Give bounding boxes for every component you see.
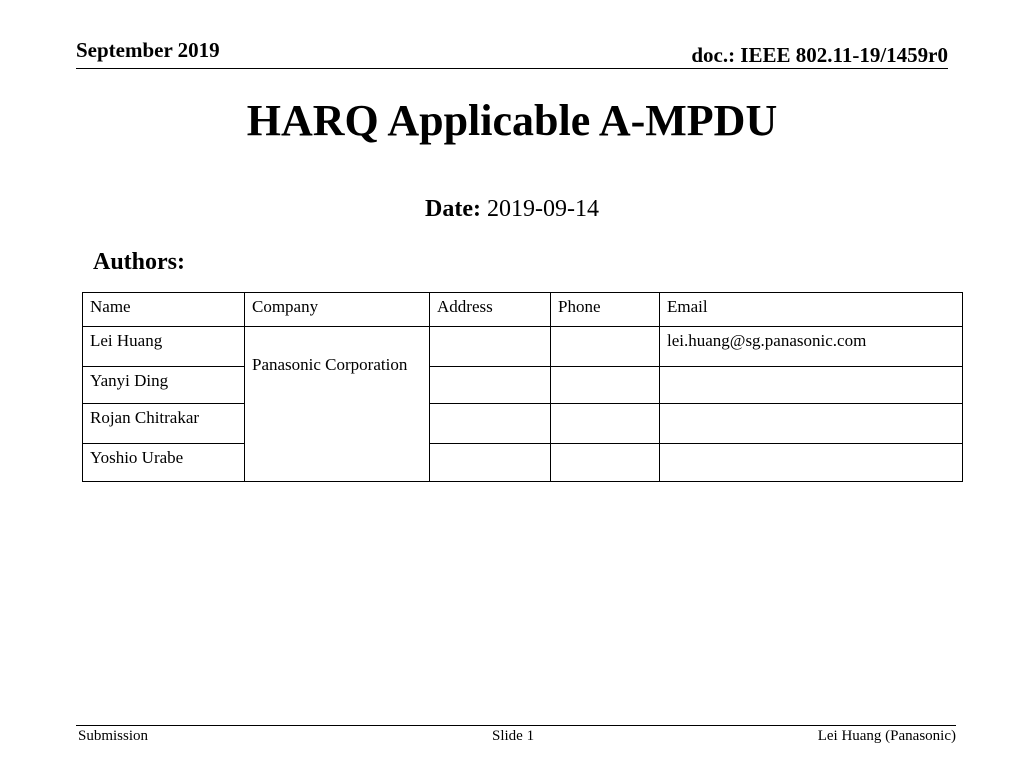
date-line bbox=[0, 196, 1024, 223]
author-address bbox=[430, 404, 551, 444]
table-row bbox=[83, 327, 963, 367]
footer-author: Lei Huang (Panasonic) bbox=[817, 728, 956, 744]
column-header-company: Company bbox=[245, 293, 430, 327]
header-doc-id: doc.: IEEE 802.11-19/1459r0 bbox=[691, 43, 948, 67]
header-date: September 2019 bbox=[76, 38, 220, 62]
author-address bbox=[430, 327, 551, 367]
author-address bbox=[430, 367, 551, 404]
author-name: Yanyi Ding bbox=[83, 367, 245, 404]
author-email: lei.huang@sg.panasonic.com bbox=[660, 327, 963, 367]
author-phone bbox=[551, 367, 660, 404]
author-name: Yoshio Urabe bbox=[83, 444, 245, 482]
author-name: Rojan Chitrakar bbox=[83, 404, 245, 444]
author-name: Lei Huang bbox=[83, 327, 245, 367]
table-row bbox=[83, 444, 963, 482]
table-row bbox=[83, 367, 963, 404]
authors-heading: Authors: bbox=[93, 249, 186, 275]
author-phone bbox=[551, 327, 660, 367]
authors-table bbox=[82, 292, 963, 482]
column-header-name: Name bbox=[83, 293, 245, 327]
author-email bbox=[660, 404, 963, 444]
column-header-phone: Phone bbox=[551, 293, 660, 327]
header-divider bbox=[76, 68, 948, 69]
footer-submission: Submission bbox=[78, 728, 149, 744]
author-address bbox=[430, 444, 551, 482]
footer-divider bbox=[76, 725, 956, 726]
author-phone bbox=[551, 404, 660, 444]
column-header-address: Address bbox=[430, 293, 551, 327]
author-phone bbox=[551, 444, 660, 482]
footer-slide-number: Slide 1 bbox=[492, 728, 535, 744]
date-value: 2019-09-14 bbox=[486, 196, 599, 222]
column-header-email: Email bbox=[660, 293, 963, 327]
slide-title: HARQ Applicable A-MPDU bbox=[246, 96, 778, 145]
author-company: Panasonic Corporation bbox=[245, 327, 430, 482]
table-row bbox=[83, 404, 963, 444]
date-label: Date: bbox=[425, 196, 481, 222]
author-email bbox=[660, 367, 963, 404]
table-header-row bbox=[83, 293, 963, 327]
author-email bbox=[660, 444, 963, 482]
